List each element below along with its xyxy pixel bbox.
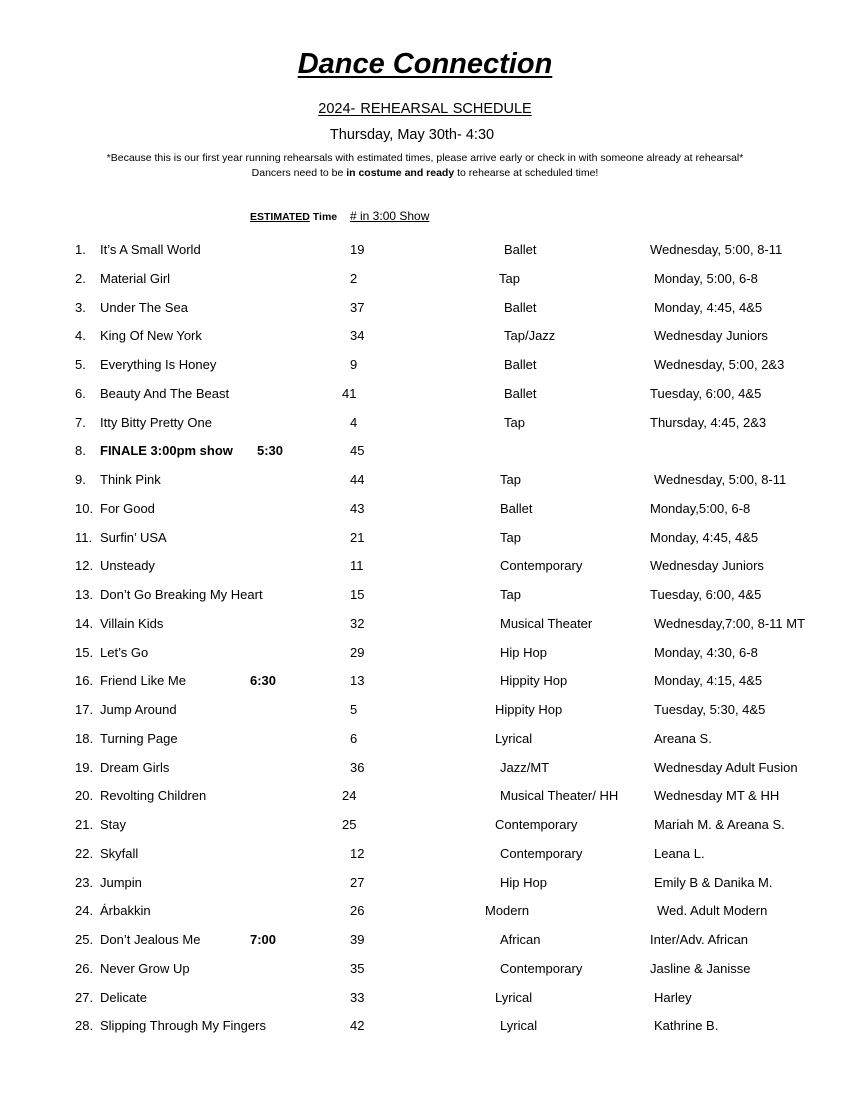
row-number: 15. [75,644,94,660]
schedule-row [0,788,850,806]
song-title: Everything Is Honey [100,357,217,372]
dance-style: Ballet [504,242,537,257]
schedule-row [0,645,850,663]
row-number: 25. [75,932,94,947]
estimated-time: 5:30 [257,443,284,459]
dance-style: Hip Hop [500,874,547,890]
song-title: Beauty And The Beast [100,385,230,401]
schedule-row [0,558,850,576]
song-title: King Of New York [100,328,202,344]
class-name: Wednesday Adult Fusion [654,759,798,775]
schedule-row [0,932,850,950]
class-name: Monday, 5:00, 6-8 [654,270,758,286]
row-number: 2. [75,270,86,286]
class-name: Monday, 4:45, 4&5 [650,529,759,545]
song-title: Unsteady [100,558,155,574]
class-name: Tuesday, 6:00, 4&5 [650,385,762,401]
class-name: Emily B & Danika M. [654,874,773,890]
row-number: 17. [75,702,94,717]
song-title: Stay [100,817,127,832]
class-name: Leana L. [654,845,705,861]
show-number: 19 [350,242,365,257]
song-title: Think Pink [100,472,161,487]
schedule-row [0,357,850,375]
show-number: 11 [350,558,364,574]
estimate-note: *Because this is our first year running rehearsals with estimated times, please arrive early or check in with someone already at rehearsal* [106,152,744,164]
show-number: 21 [350,529,365,545]
class-name: Wednesday MT & HH [654,788,780,804]
show-number: 44 [350,472,365,487]
show-number: 5 [350,702,358,717]
show-number: 37 [350,299,365,315]
song-title: For Good [100,500,155,516]
dance-style: Hippity Hop [495,702,563,717]
schedule-row [0,817,850,835]
show-number: 27 [350,874,365,890]
row-number: 16. [75,673,94,689]
class-name: Wednesday, 5:00, 8-11 [654,472,787,487]
row-number: 21. [75,817,94,832]
class-name: Thursday, 4:45, 2&3 [650,414,767,430]
show-number: 33 [350,989,365,1005]
show-number: 26 [350,903,365,919]
song-title: It’s A Small World [100,242,201,257]
song-title: Jumpin [100,874,142,890]
schedule-row [0,443,850,461]
dance-style: Ballet [504,357,537,372]
row-number: 5. [75,357,86,372]
row-number: 9. [75,472,86,487]
class-name: Monday,5:00, 6-8 [650,500,751,516]
song-title: Under The Sea [100,299,188,315]
show-number: 29 [350,644,365,660]
schedule-row [0,386,850,404]
show-number: 2 [350,270,358,286]
dance-style: Ballet [504,299,537,315]
schedule-row [0,616,850,634]
dance-style: Contemporary [500,558,583,574]
row-number: 27. [75,989,94,1005]
schedule-subtitle: 2024- REHEARSAL SCHEDULE [318,101,532,117]
schedule-row [0,875,850,893]
estimated-time: 7:00 [250,932,277,947]
song-title: Villain Kids [100,615,164,631]
row-number: 22. [75,845,94,861]
show-number: 36 [350,759,365,775]
show-number: 45 [350,443,365,459]
dance-style: Hip Hop [500,644,547,660]
costume-note-bold: in costume and ready [346,167,455,179]
song-title: Revolting Children [100,788,207,804]
show-number: 25 [342,817,357,832]
dance-style: Ballet [504,385,537,401]
dance-style: Tap [500,529,521,545]
schedule-row [0,760,850,778]
row-number: 7. [75,414,86,430]
song-title: Skyfall [100,845,139,861]
schedule-row [0,846,850,864]
show-number: 6 [350,730,358,746]
song-title: Don’t Jealous Me [100,932,201,947]
class-name: Monday, 4:45, 4&5 [654,299,763,315]
class-name: Monday, 4:15, 4&5 [654,673,763,689]
dance-style: Contemporary [500,845,583,861]
schedule-date: Thursday, May 30th- 4:30 [329,127,495,143]
row-number: 14. [75,615,94,631]
costume-note-post: to rehearse at scheduled time! [454,167,599,179]
class-name: Jasline & Janisse [650,960,751,976]
song-title: Don’t Go Breaking My Heart [100,587,263,602]
show-number: 35 [350,960,365,976]
show-number: 34 [350,328,365,344]
estimated-time-header [250,211,337,223]
class-name: Mariah M. & Areana S. [654,817,785,832]
schedule-row [0,300,850,318]
show-number: 13 [350,673,365,689]
row-number: 10. [75,500,94,516]
song-title: FINALE 3:00pm show [100,443,233,459]
row-number: 1. [75,242,86,257]
schedule-row [0,501,850,519]
dance-style: Lyrical [500,1018,538,1034]
show-number: 12 [350,845,365,861]
dance-style: Tap [499,270,520,286]
schedule-row [0,530,850,548]
song-title: Árbakkin [100,903,151,919]
schedule-row [0,472,850,490]
class-name: Kathrine B. [654,1018,719,1034]
dance-style: Modern [485,903,530,919]
dance-style: Tap/Jazz [504,328,556,344]
schedule-row [0,702,850,720]
class-name: Wednesday Juniors [650,558,764,574]
dance-style: Tap [504,414,525,430]
song-title: Delicate [100,989,147,1005]
row-number: 18. [75,730,94,746]
song-title: Dream Girls [100,759,170,775]
song-title: Never Grow Up [100,960,190,976]
costume-note [0,167,850,179]
row-number: 26. [75,960,94,976]
show-number: 4 [350,414,358,430]
show-number: 39 [350,932,365,947]
dance-style: Lyrical [495,730,533,746]
show-number: 9 [350,357,358,372]
class-name: Tuesday, 5:30, 4&5 [654,702,766,717]
dance-style: Contemporary [495,817,578,832]
row-number: 12. [75,558,94,574]
class-name: Wednesday,7:00, 8-11 MT [654,615,806,631]
schedule-row [0,903,850,921]
schedule-row [0,271,850,289]
class-name: Wednesday, 5:00, 8-11 [650,242,783,257]
class-name: Monday, 4:30, 6-8 [654,644,758,660]
schedule-row [0,731,850,749]
row-number: 23. [75,874,94,890]
estimated-time: 6:30 [250,673,277,689]
dance-style: Contemporary [500,960,583,976]
song-title: Slipping Through My Fingers [100,1018,266,1034]
row-number: 4. [75,328,86,344]
row-number: 8. [75,443,86,459]
show-number: 32 [350,615,365,631]
class-name: Wednesday Juniors [654,328,768,344]
dance-style: Jazz/MT [500,759,550,775]
song-title: Turning Page [100,730,178,746]
row-number: 13. [75,587,94,602]
row-number: 19. [75,759,94,775]
song-title: Itty Bitty Pretty One [100,414,212,430]
class-name: Areana S. [654,730,712,746]
class-name: Tuesday, 6:00, 4&5 [650,587,762,602]
row-number: 11. [75,529,93,545]
schedule-row [0,990,850,1008]
schedule-row [0,328,850,346]
dance-style: Tap [500,472,521,487]
row-number: 28. [75,1018,94,1034]
show-number: 42 [350,1018,365,1034]
row-number: 3. [75,299,86,315]
song-title: Let’s Go [100,644,149,660]
dance-style: Musical Theater/ HH [500,788,619,804]
costume-note-pre: Dancers need to be [251,167,347,179]
schedule-row [0,415,850,433]
row-number: 6. [75,385,86,401]
class-name: Inter/Adv. African [650,932,749,947]
show-number: 43 [350,500,365,516]
row-number: 20. [75,788,94,804]
page-title: Dance Connection [297,48,553,80]
dance-style: Hippity Hop [500,673,568,689]
row-number: 24. [75,903,94,919]
dance-style: Ballet [500,500,533,516]
class-name: Wed. Adult Modern [657,903,768,919]
class-name: Harley [654,989,692,1005]
schedule-row [0,673,850,691]
schedule-row [0,242,850,260]
song-title: Surfin’ USA [100,529,167,545]
show-number-header: # in 3:00 Show [350,209,430,223]
show-number: 41 [342,385,357,401]
class-name: Wednesday, 5:00, 2&3 [654,357,785,372]
dance-style: Lyrical [495,989,533,1005]
dance-style: Musical Theater [500,615,593,631]
show-number: 15 [350,587,365,602]
time-label: Time [309,211,338,223]
schedule-row [0,1018,850,1036]
song-title: Material Girl [100,270,171,286]
show-number: 24 [342,788,357,804]
dance-style: African [500,932,541,947]
schedule-row [0,961,850,979]
dance-style: Tap [500,587,521,602]
estimated-label: ESTIMATED [250,211,310,223]
song-title: Friend Like Me [100,673,186,689]
schedule-row [0,587,850,605]
song-title: Jump Around [100,702,177,717]
